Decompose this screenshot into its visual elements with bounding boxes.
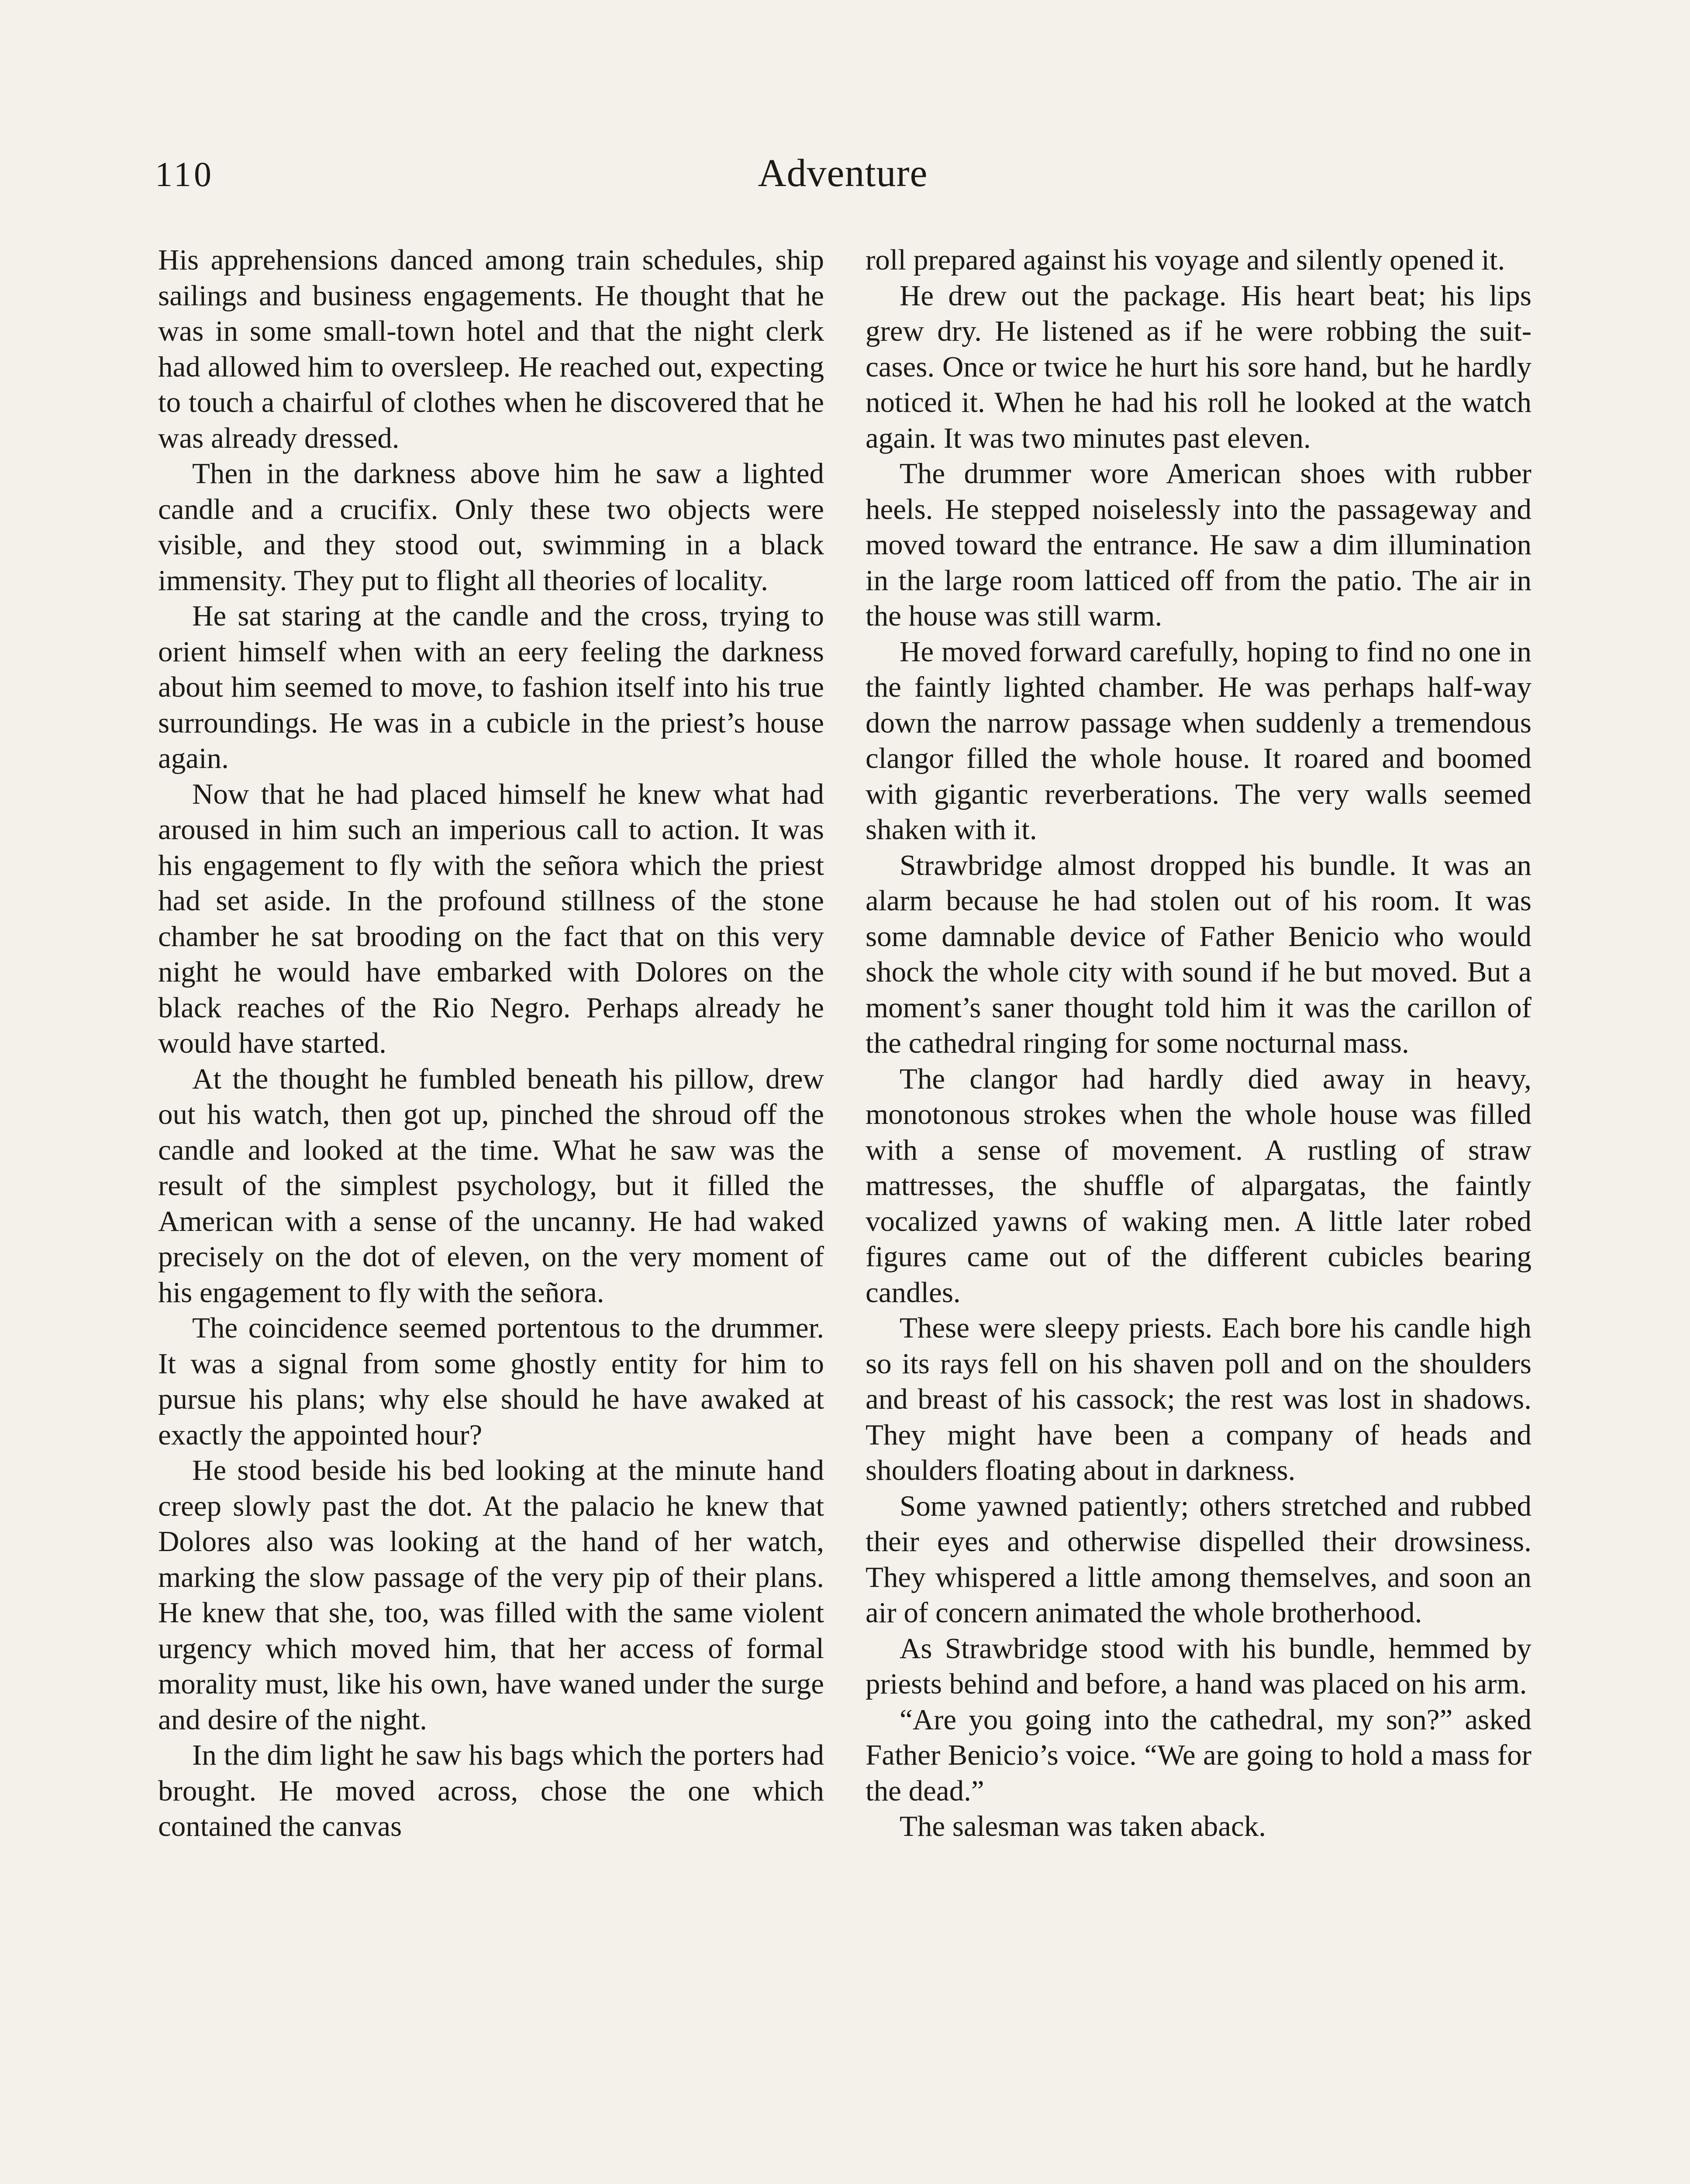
paragraph: He drew out the package. His heart beat; his lips grew dry. He listened as if he were robbing the suit-cases. Once or twice he hurt his sore hand, but he hardly noticed it. When he had his roll he looked at the watch again. It was two minutes past eleven. [866,279,1531,454]
page-header [155,152,1531,207]
paragraph: In the dim light he saw his bags which the porters had brought. He moved across, chose the one which contained the canvas [158,1739,824,1842]
paragraph: He moved forward carefully, hoping to find no one in the faintly lighted chamber. He was perhaps half-way down the narrow passage when suddenly a tremendous clangor filled the whole house. It roared and boomed with gigantic reverberations. The very walls seemed shaken with it. [866,635,1531,846]
paragraph: Then in the darkness above him he saw a lighted candle and a crucifix. Only these two objects were visible, and they stood out, swimming in a black immensity. They put to flight all theories of locality. [158,457,824,597]
paragraph: The coincidence seemed portentous to the drummer. It was a signal from some ghostly entity for him to pursue his plans; why else should he have awaked at exactly the appointed hour? [158,1312,824,1451]
paragraph: He stood beside his bed looking at the minute hand creep slowly past the dot. At the palacio he knew that Dolores also was looking at the hand of her watch, marking the slow passage of the very pip of their plans. He knew that she, too, was filled with the same violent urgency which moved him, that her access of formal morality must, like his own, have waned under the surge and desire of the night. [158,1454,824,1736]
paragraph: Strawbridge almost dropped his bundle. It was an alarm because he had stolen out of his room. It was some damnable device of Father Benicio who would shock the whole city with sound if he but moved. But a moment’s saner thought told him it was the carillon of the cathedral ringing for some nocturnal mass. [866,849,1531,1059]
page-number: 110 [155,156,214,194]
paragraph: The clangor had hardly died away in heavy, monotonous strokes when the whole house was filled with a sense of movement. A rustling of straw mattresses, the shuffle of alpargatas, the faintly vocalized yawns of waking men. A little later robed figures came out of the different cubicles bearing candles. [866,1062,1531,1309]
paragraph: As Strawbridge stood with his bundle, hemmed by priests behind and before, a hand was placed on his arm. [866,1632,1531,1700]
left-column [158,242,824,1845]
paragraph: “Are you going into the cathedral, my son?” asked Father Benicio’s voice. “We are going to hold a mass for the dead.” [866,1703,1531,1807]
paragraph: Some yawned patiently; others stretched and rubbed their eyes and otherwise dispelled their drowsiness. They whispered a little among themselves, and soon an air of concern animated the whole brotherhood. [866,1489,1531,1629]
running-head: Adventure [758,152,928,195]
paragraph: The salesman was taken aback. [900,1810,1266,1842]
paragraph: The drummer wore American shoes with rubber heels. He stepped noiselessly into the passageway and moved toward the entrance. He saw a dim illumination in the large room latticed off from the patio. The air in the house was still warm. [866,457,1531,632]
paragraph: He sat staring at the candle and the cross, trying to orient himself when with an eery feeling the darkness about him seemed to move, to fashion itself into his true surroundings. He was in a cubicle in the priest’s house again. [158,600,824,774]
paragraph: roll prepared against his voyage and silently opened it. [866,244,1505,276]
paragraph: At the thought he fumbled beneath his pillow, drew out his watch, then got up, pinched the shroud off the candle and looked at the time. What he saw was the result of the simplest psychology, but it filled the American with a sense of the uncanny. He had waked precisely on the dot of eleven, on the very moment of his engagement to fly with the señora. [158,1062,824,1309]
paragraph: These were sleepy priests. Each bore his candle high so its rays fell on his shaven poll and on the shoulders and breast of his cassock; the rest was lost in shadows. They might have been a company of heads and shoulders floating about in darkness. [866,1312,1531,1486]
paragraph: His apprehensions danced among train schedules, ship sailings and business engagements. He thought that he was in some small-town hotel and that the night clerk had allowed him to oversleep. He reached out, expecting to touch a chairful of clothes when he discovered that he was already dressed. [158,244,824,454]
right-column [866,242,1531,1845]
paragraph: Now that he had placed himself he knew what had aroused in him such an imperious call to action. It was his engagement to fly with the señora which the priest had set aside. In the profound stillness of the stone chamber he sat brooding on the fact that on this very night he would have embarked with Dolores on the black reaches of the Rio Negro. Perhaps already he would have started. [158,778,824,1059]
